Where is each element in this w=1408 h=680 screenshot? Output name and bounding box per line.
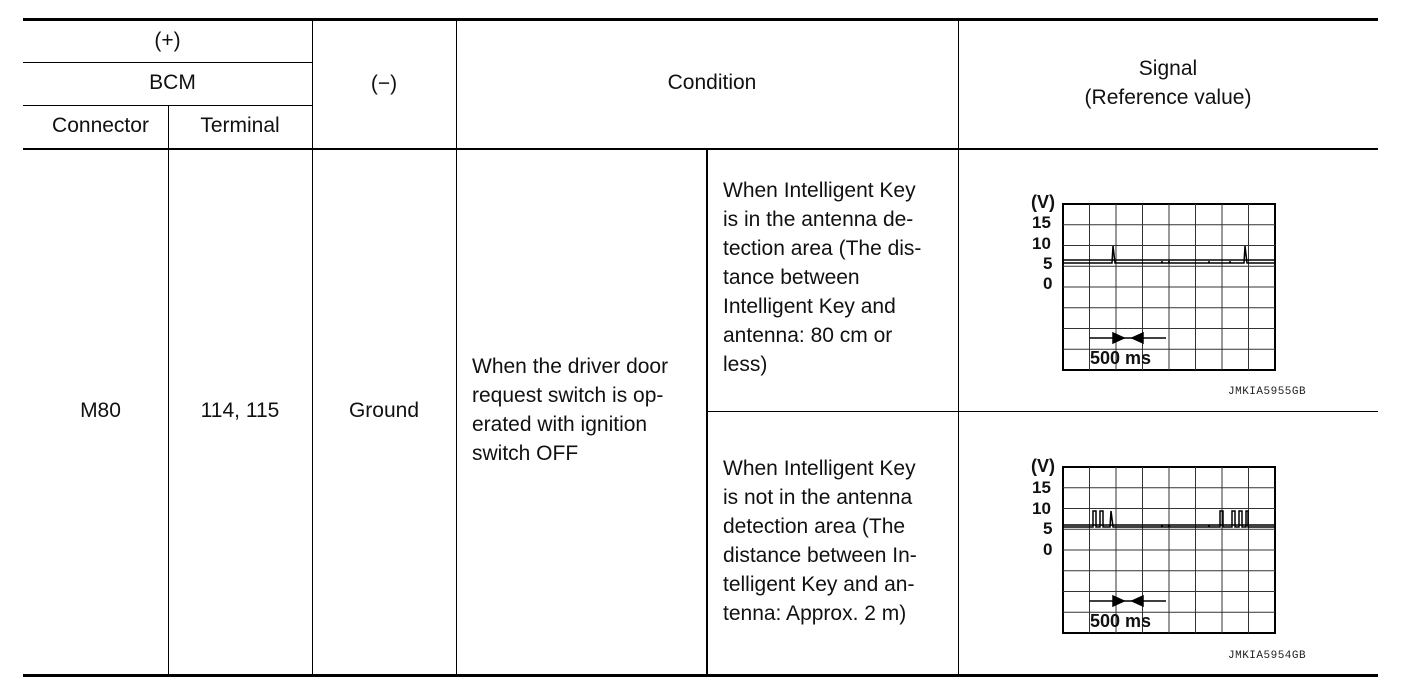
col-divider-signal	[958, 18, 959, 676]
waveform-time-label: 500 ms	[1090, 611, 1152, 631]
waveform-tick-5: 5	[1043, 519, 1053, 538]
col-divider-condition	[706, 148, 708, 676]
connector-value: M80	[80, 399, 121, 422]
top-rule	[23, 18, 1378, 21]
header-signal-reference: (Reference value)	[1084, 86, 1252, 109]
waveform-time-label: 500 ms	[1090, 348, 1152, 368]
minus-value: Ground	[348, 399, 420, 422]
waveform-tick-10: 10	[1032, 499, 1051, 518]
header-signal: Signal	[1138, 57, 1198, 80]
header-minus: (−)	[370, 72, 398, 95]
subcondition-in-area: When Intelligent Key is in the antenna de- tection area (The dis- tance between Intelligent Key and antenna: 80 cm or less)	[723, 179, 922, 376]
terminal-value: 114, 115	[200, 399, 280, 422]
bottom-rule	[23, 674, 1378, 677]
waveform-unit-label: (V)	[1031, 192, 1055, 212]
waveform-time-marker	[1090, 333, 1167, 343]
waveform-grid	[1063, 467, 1275, 633]
header-bottom-rule	[23, 148, 1378, 150]
waveform-out-of-area	[1020, 450, 1290, 640]
header-connector: Connector	[52, 114, 149, 137]
waveform-tick-10: 10	[1032, 234, 1051, 253]
waveform-time-marker	[1090, 596, 1167, 606]
subrow-divider	[707, 411, 1378, 412]
header-divider-1	[23, 62, 312, 63]
figure-code-in-area: JMKIA5955GB	[1228, 386, 1307, 398]
header-bcm: BCM	[149, 71, 196, 94]
waveform-tick-5: 5	[1043, 254, 1053, 273]
col-divider-minus	[456, 18, 457, 676]
header-condition: Condition	[667, 71, 757, 94]
main-condition: When the driver door request switch is op- erated with ignition switch OFF	[472, 355, 669, 465]
waveform-tick-0: 0	[1043, 274, 1053, 293]
waveform-tick-15: 15	[1032, 478, 1051, 497]
header-terminal: Terminal	[200, 114, 280, 137]
waveform-unit-label: (V)	[1031, 456, 1055, 476]
waveform-tick-0: 0	[1043, 540, 1053, 559]
waveform-in-area	[1020, 188, 1290, 378]
waveform-tick-15: 15	[1032, 213, 1051, 232]
figure-code-out-of-area: JMKIA5954GB	[1228, 650, 1307, 662]
waveform-grid	[1063, 204, 1275, 370]
header-plus: (+)	[154, 29, 181, 52]
subcondition-out-of-area: When Intelligent Key is not in the antenna detection area (The distance between In- telligent Key and an- tenna: Approx. 2 m)	[723, 457, 917, 625]
col-divider-connector	[168, 105, 169, 676]
col-divider-terminal	[312, 18, 313, 676]
